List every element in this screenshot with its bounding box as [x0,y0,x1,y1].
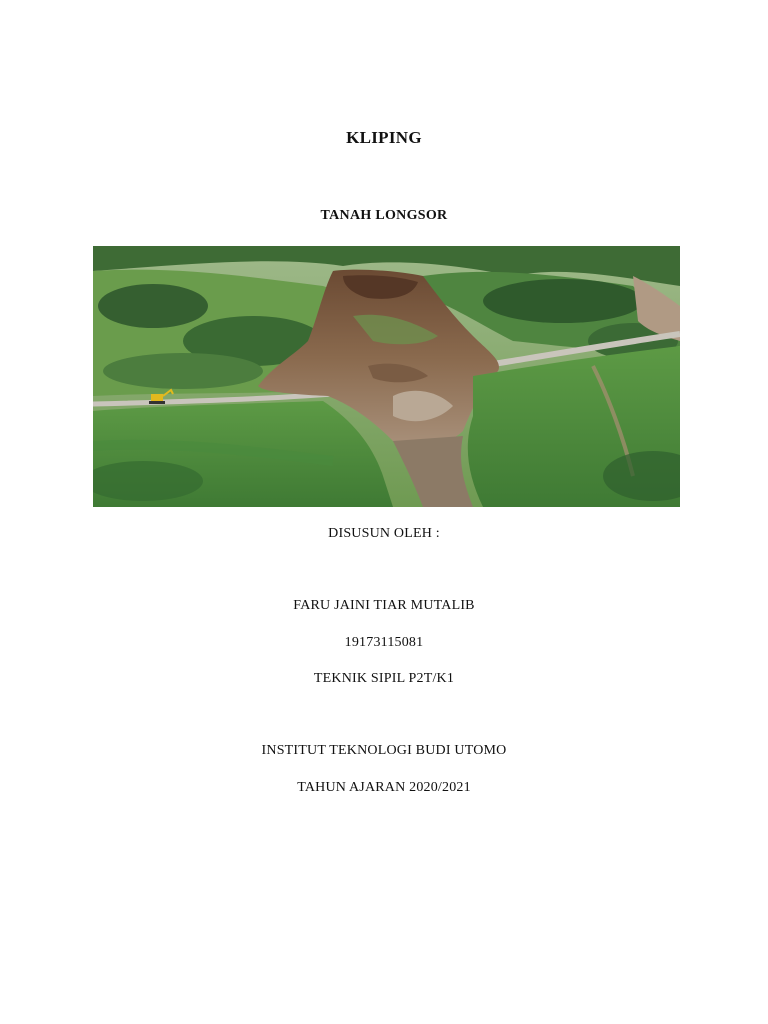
author-name: FARU JAINI TIAR MUTALIB [293,598,475,613]
landslide-photo [93,246,680,507]
institution-name: INSTITUT TEKNOLOGI BUDI UTOMO [261,743,507,758]
academic-year: TAHUN AJARAN 2020/2021 [297,780,471,795]
page-title: KLIPING [346,128,422,147]
landslide-illustration [93,246,680,507]
study-program: TEKNIK SIPIL P2T/K1 [313,671,455,686]
page-subtitle: TANAH LONGSOR [320,208,448,223]
prepared-by-label: DISUSUN OLEH : [328,526,440,541]
student-id: 19173115081 [344,635,424,650]
